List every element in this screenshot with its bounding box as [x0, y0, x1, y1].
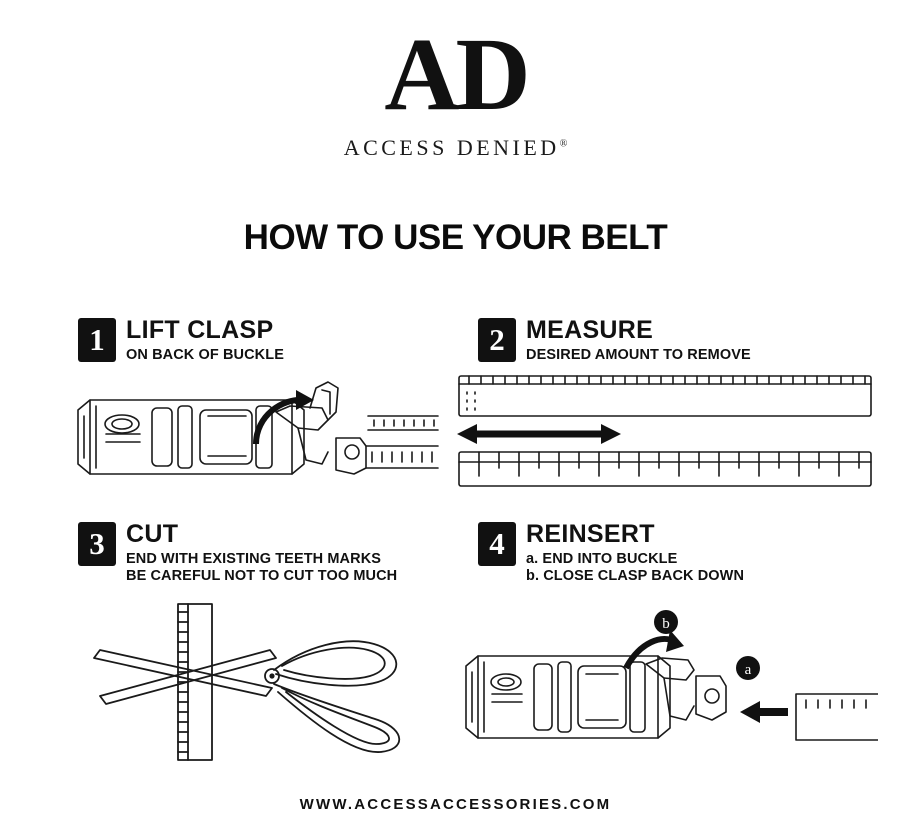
step-4-text	[526, 522, 744, 585]
step-4	[478, 522, 744, 585]
step-2-title: MEASURE	[526, 316, 654, 344]
lift-arrow-icon	[256, 390, 314, 444]
step-1-text	[126, 318, 284, 364]
step-2-sub-line-1: DESIRED AMOUNT TO REMOVE	[526, 347, 751, 363]
illustration-step-3	[60, 588, 450, 763]
callout-badge-a	[736, 656, 760, 680]
callout-a-label: a	[744, 662, 752, 678]
step-2-text	[526, 318, 751, 364]
step-4-title: REINSERT	[526, 520, 655, 548]
belt-buckle-clasp-lifting-icon	[60, 372, 440, 492]
step-1-heading	[78, 318, 284, 364]
step-2-heading	[478, 318, 751, 364]
step-3	[78, 522, 397, 585]
step-2	[478, 318, 751, 364]
brand-name	[344, 135, 568, 161]
illustration-step-4	[448, 608, 878, 763]
step-3-number: 3	[78, 522, 116, 566]
registered-mark: ®	[559, 138, 568, 150]
footer-website[interactable]: WWW.ACCESSACCESSORIES.COM	[299, 796, 612, 813]
belt-reinsert-into-buckle-icon	[448, 608, 878, 763]
step-1	[78, 318, 284, 364]
step-3-text	[126, 522, 397, 585]
callout-badge-b	[654, 610, 678, 634]
measure-arrow-icon	[457, 424, 621, 444]
callout-b-label: b	[662, 616, 670, 632]
step-2-number: 2	[478, 318, 516, 362]
step-4-number: 4	[478, 522, 516, 566]
brand-name-text: ACCESS DENIED	[343, 134, 560, 160]
belt-strap-with-ruler-icon	[455, 370, 875, 495]
step-3-sub-line-1: END WITH EXISTING TEETH MARKS	[126, 551, 382, 567]
step-3-heading	[78, 522, 397, 585]
brand-monogram: AD	[384, 17, 527, 132]
step-4-heading	[478, 522, 744, 585]
step-3-title: CUT	[126, 520, 179, 548]
page-title: HOW TO USE YOUR BELT	[243, 218, 668, 257]
step-4-sub-line-1: a. END INTO BUCKLE	[526, 551, 678, 567]
illustration-step-2	[455, 370, 875, 495]
step-1-sub-line-1: ON BACK OF BUCKLE	[126, 347, 284, 363]
step-3-sub-line-2: BE CAREFUL NOT TO CUT TOO MUCH	[126, 568, 398, 585]
step-1-title: LIFT CLASP	[126, 316, 274, 344]
scissors-cutting-belt-icon	[60, 588, 450, 763]
step-4-sub-line-2: b. CLOSE CLASP BACK DOWN	[526, 568, 745, 585]
step-1-number: 1	[78, 318, 116, 362]
insert-arrow-icon	[740, 701, 788, 723]
illustration-step-1	[60, 372, 440, 492]
brand-header	[0, 17, 911, 161]
